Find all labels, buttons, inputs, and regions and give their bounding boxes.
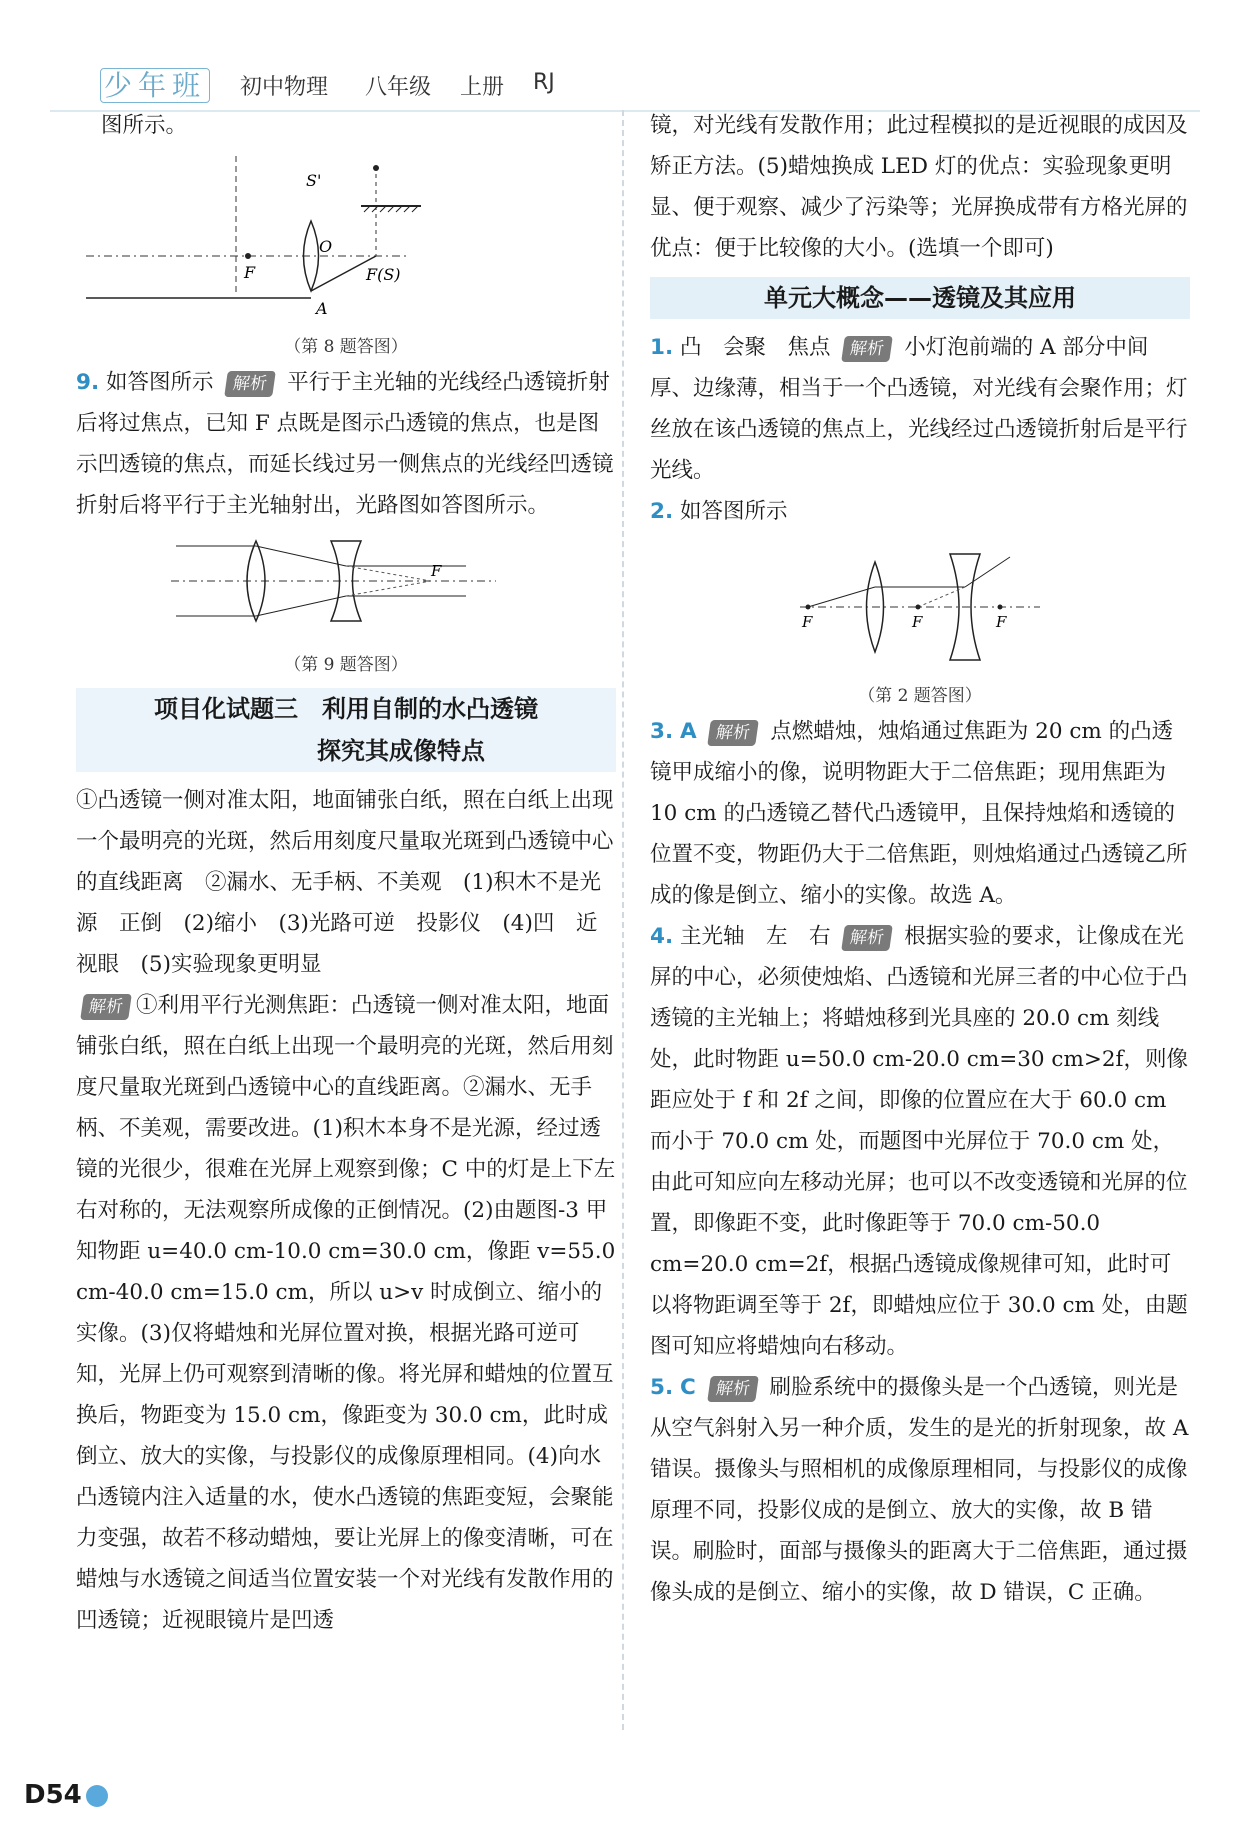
q1-number: 1. bbox=[650, 335, 674, 360]
label-f2: F bbox=[912, 613, 923, 631]
q3-answer: A bbox=[679, 719, 697, 744]
q4-answer: 主光轴 左 右 bbox=[679, 924, 831, 949]
figure-2 bbox=[650, 532, 1190, 667]
q3-analysis-tag: 解析 bbox=[708, 720, 760, 746]
label-a: A bbox=[316, 299, 328, 318]
q9-number: 9. bbox=[76, 370, 100, 395]
q5 bbox=[650, 1367, 1190, 1613]
q5-answer: C bbox=[679, 1375, 696, 1400]
q1-text: 小灯泡前端的 A 部分中间厚、边缘薄，相当于一个凸透镜，对光线有会聚作用；灯丝放在该凸透镜的焦点上，光线经过凸透镜折射后是平行光线。 bbox=[650, 335, 1188, 483]
q5-text: 刷脸系统中的摄像头是一个凸透镜，则光是从空气斜射入另一种介质，发生的是光的折射现象，故 A 错误。摄像头与照相机的成像原理相同，与投影仪的成像原理不同，投影仪成的是倒立、放大的实像，故 B 错误。刷脸时，面部与摄像头的距离大于二倍焦距，通过摄像头成的是倒立、缩小的实像，故 D 错误，C 正确。 bbox=[650, 1375, 1189, 1605]
project-analysis-text: ①利用平行光测焦距：凸透镜一侧对准太阳，地面铺张白纸，照在白纸上出现一个最明亮的光斑，然后用刻度尺量取光斑到凸透镜中心的直线距离。②漏水、无手柄、不美观，需要改进。(1)积木本身不是光源，经过透镜的光很少，很难在光屏上观察到像；C 中的灯是上下左右对称的，无法观察所成像的正倒情况。(2)由题图-3 甲知物距 u=40.0 cm-10.0 cm=30.0 cm，像距 v=55.0 cm-40.0 cm=15.0 cm，所以 u>v 时成倒立、缩小的实像。(3)仅将蜡烛和光屏位置对换，根据光路可逆可知，光屏上仍可观察到清晰的像。将光屏和蜡烛的位置互换后，物距变为 15.0 cm，像距变为 30.0 cm，此时成倒立、放大的实像，与投影仪的成像原理相同。(4)向水凸透镜内注入适量的水，使水凸透镜的焦距变短，会聚能力变强，故若不移动蜡烛，要让光屏上的像变清晰，可在蜡烛与水透镜之间适当位置安装一个对光线有发散作用的凹透镜；近视眼镜片是凹透 bbox=[76, 993, 616, 1633]
q3-text: 点燃蜡烛，烛焰通过焦距为 20 cm 的凸透镜甲成缩小的像，说明物距大于二倍焦距；现用焦距为 10 cm 的凸透镜乙替代凸透镜甲，且保持烛焰和透镜的位置不变，物距仍大于二倍焦距，则烛焰通过凸透镜乙所成的像是倒立、缩小的实像。故选 A。 bbox=[650, 719, 1188, 908]
project-analysis-tag: 解析 bbox=[80, 994, 132, 1020]
q5-number: 5. bbox=[650, 1375, 674, 1400]
header-subject: 初中物理 bbox=[240, 75, 329, 100]
q1-analysis-tag: 解析 bbox=[842, 336, 894, 362]
fig2-caption: （第 2 题答图） bbox=[858, 686, 982, 706]
page-header bbox=[0, 50, 1250, 110]
right-column bbox=[650, 105, 1190, 1613]
section-title-project bbox=[76, 688, 616, 772]
q3-number: 3. bbox=[650, 719, 674, 744]
q4-analysis-tag: 解析 bbox=[842, 925, 894, 951]
figure-9 bbox=[76, 526, 616, 636]
page-footer bbox=[24, 1780, 108, 1810]
page-number: D54 bbox=[24, 1780, 82, 1810]
q9-answer: 如答图所示 bbox=[105, 370, 214, 395]
figure-8 bbox=[76, 146, 616, 326]
brand-logo: 少年班 bbox=[100, 64, 214, 104]
section-title-line2: 探究其成像特点 bbox=[317, 737, 485, 765]
label-o: O bbox=[319, 237, 333, 256]
label-f1: F bbox=[802, 613, 813, 631]
q9 bbox=[76, 362, 616, 526]
project-answer: ①凸透镜一侧对准太阳，地面铺张白纸，照在白纸上出现一个最明亮的光斑，然后用刻度尺量取光斑到凸透镜中心的直线距离 ②漏水、无手柄、不美观 (1)积木不是光源 正倒 (2)缩小 (3)光路可逆 投影仪 (4)凹 近视眼 (5)实验现象更明显 bbox=[76, 788, 614, 977]
header-edition: RJ bbox=[533, 70, 555, 95]
left-column bbox=[76, 105, 616, 1641]
project-analysis bbox=[76, 985, 616, 1641]
q4 bbox=[650, 916, 1190, 1367]
q9-analysis-tag: 解析 bbox=[225, 371, 277, 397]
fig8-caption: （第 8 题答图） bbox=[284, 337, 408, 357]
section-title-line1: 项目化试题三 利用自制的水凸透镜 bbox=[154, 695, 538, 723]
q2 bbox=[650, 491, 1190, 532]
label-s-prime: S' bbox=[306, 171, 322, 190]
q5-analysis-tag: 解析 bbox=[707, 1376, 759, 1402]
label-fs: F(S) bbox=[366, 265, 401, 284]
q9-text: 平行于主光轴的光线经凸透镜折射后将过焦点，已知 F 点既是图示凸透镜的焦点，也是图示凹透镜的焦点，而延长线过另一侧焦点的光线经凹透镜折射后将平行于主光轴射出，光路图如答图所示。 bbox=[76, 370, 614, 518]
q2-number: 2. bbox=[650, 499, 674, 524]
page-decoration-icon bbox=[86, 1785, 108, 1807]
intro-text: 图所示。 bbox=[101, 113, 188, 138]
label-f: F bbox=[244, 263, 256, 282]
q3 bbox=[650, 711, 1190, 916]
q4-text: 根据实验的要求，让像成在光屏的中心，必须使烛焰、凸透镜和光屏三者的中心位于凸透镜的主光轴上；将蜡烛移到光具座的 20.0 cm 刻线处，此时物距 u=50.0 cm-20.0 cm=30 cm>2f，则像距应处于 f 和 2f 之间，即像的位置应在大于 60.0 cm 而小于 70.0 cm 处，而题图中光屏位于 70.0 cm 处，由此可知应向左移动光屏；也可以不改变透镜和光屏的位置，即像距不变，此时像距等于 70.0 cm-50.0 cm=20.0 cm=2f，根据凸透镜成像规律可知，此时可以将物距调至等于 2f，即蜡烛应位于 30.0 cm 处，由题图可知应将蜡烛向右移动。 bbox=[650, 924, 1189, 1359]
q1 bbox=[650, 327, 1190, 491]
q1-answer: 凸 会聚 焦点 bbox=[679, 335, 831, 360]
label-f3: F bbox=[996, 613, 1007, 631]
fig9-caption: （第 9 题答图） bbox=[284, 655, 408, 675]
section-title-unit: 单元大概念——透镜及其应用 bbox=[650, 277, 1190, 319]
header-grade: 八年级 bbox=[365, 75, 432, 100]
column-divider bbox=[622, 110, 624, 1730]
continued-text: 镜，对光线有发散作用；此过程模拟的是近视眼的成因及矫正方法。(5)蜡烛换成 LED 灯的优点：实验现象更明显、便于观察、减少了污染等；光屏换成带有方格光屏的优点：便于比较像的大小。(选填一个即可) bbox=[650, 113, 1188, 261]
q2-answer: 如答图所示 bbox=[679, 499, 788, 524]
header-volume: 上册 bbox=[460, 75, 505, 100]
label-f: F bbox=[431, 562, 442, 580]
q4-number: 4. bbox=[650, 924, 674, 949]
